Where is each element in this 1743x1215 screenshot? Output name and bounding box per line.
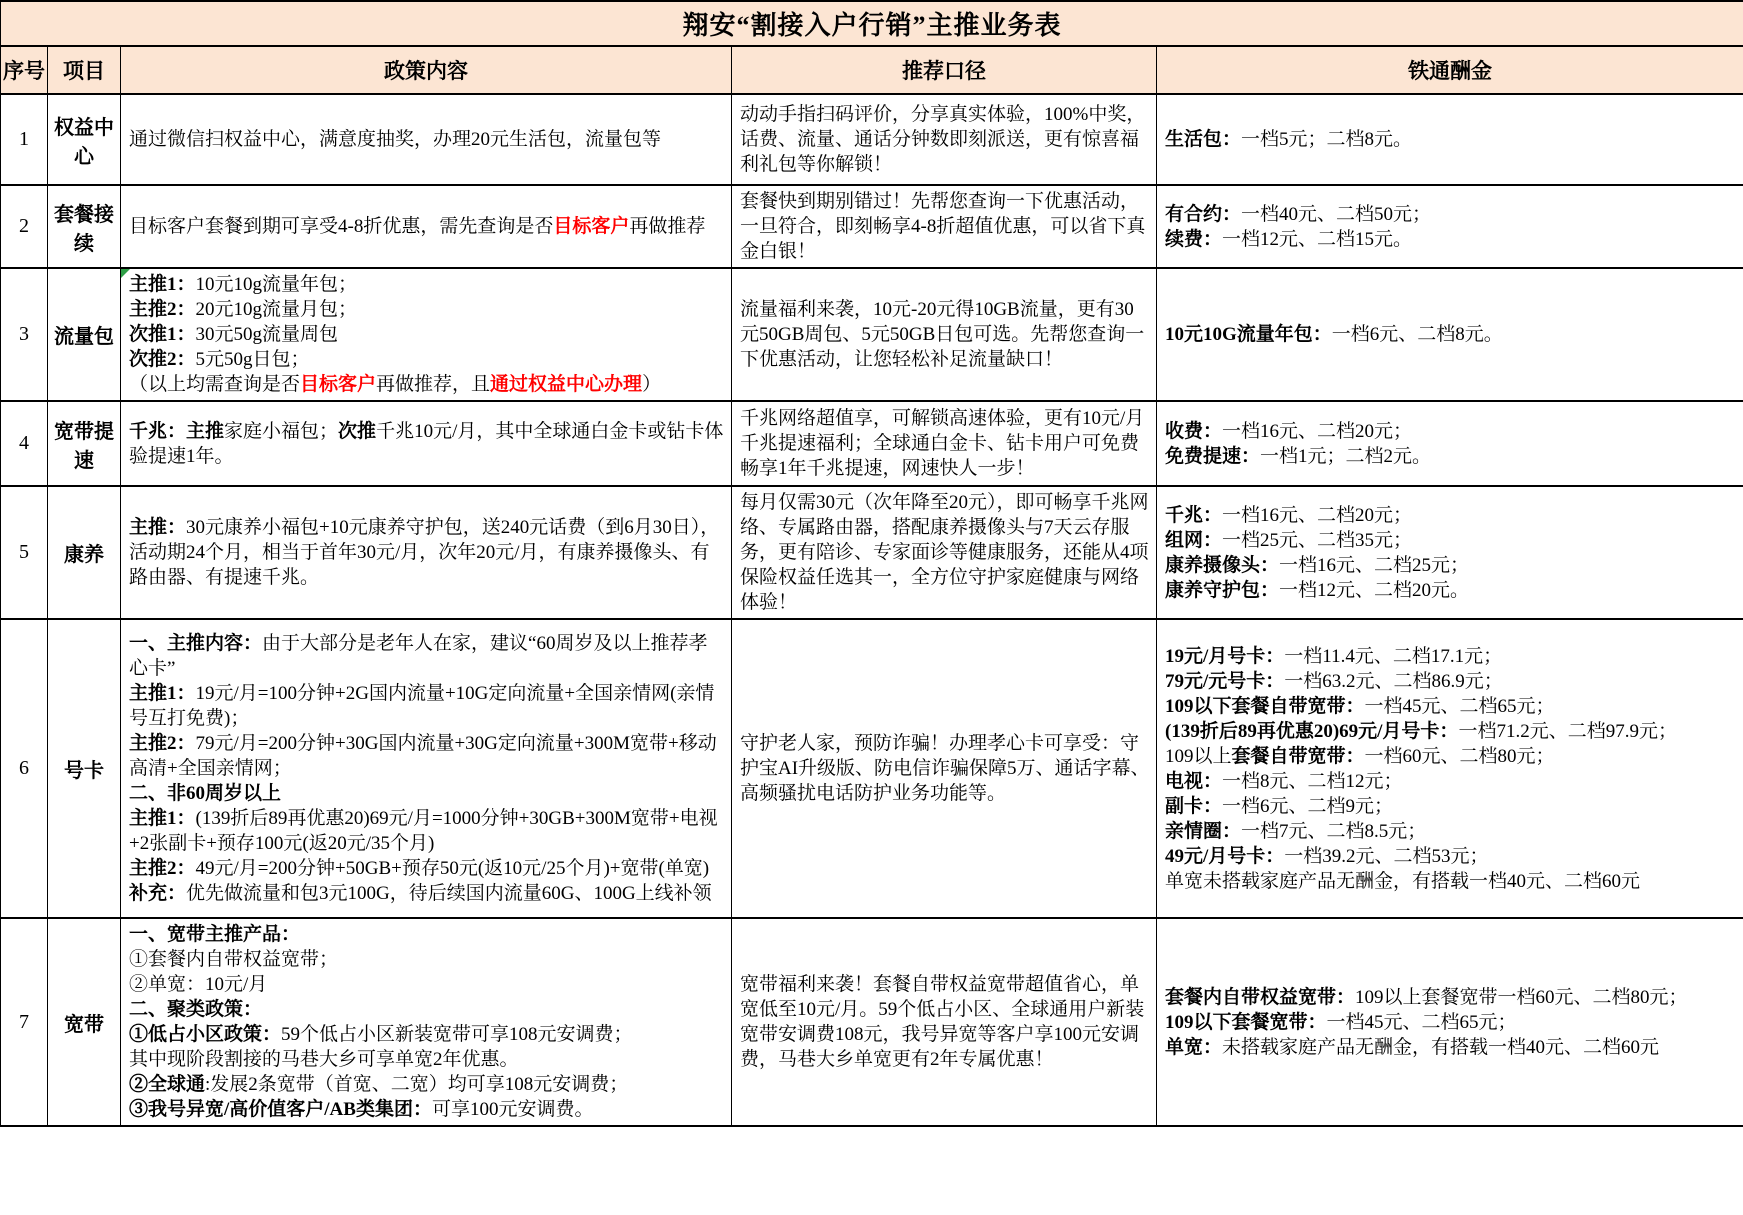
reward-cell — [1157, 185, 1743, 268]
text-line: 康养摄像头：一档16元、二档25元； — [1165, 554, 1470, 576]
reward-cell — [1157, 619, 1743, 918]
text-line: 亲情圈：一档7元、二档8.5元； — [1165, 820, 1427, 842]
text-line: 49元/月号卡：一档39.2元、二档53元； — [1165, 845, 1489, 867]
text-line: 千兆：主推家庭小福包；次推千兆10元/月，其中全球通白金卡或钻卡体验提速1年。 — [129, 420, 724, 467]
row-number-cell: 6 — [1, 619, 48, 918]
text-line: 主推1：10元10g流量年包； — [129, 274, 358, 295]
text-line: 有合约：一档40元、二档50元； — [1165, 203, 1432, 225]
table-row — [1, 918, 1743, 1126]
project-cell: 康养 — [48, 486, 121, 619]
row-number-cell: 2 — [1, 185, 48, 268]
pitch-cell — [732, 268, 1157, 401]
project-cell: 流量包 — [48, 268, 121, 401]
pitch-cell — [732, 94, 1157, 185]
column-header-1: 项目 — [48, 46, 121, 94]
title-row — [1, 1, 1743, 46]
text-line: 79元/元号卡：一档63.2元、二档86.9元； — [1165, 670, 1503, 692]
text-line: 千兆网络超值享，可解锁高速体验，更有10元/月千兆提速福利；全球通白金卡、钻卡用户可免费畅享1年千兆提速，网速快人一步！ — [740, 408, 1145, 479]
policy-cell — [121, 185, 732, 268]
column-header-0: 序号 — [1, 46, 48, 94]
reward-cell — [1157, 94, 1743, 185]
text-line: 一、主推内容：由于大部分是老年人在家，建议“60周岁及以上推荐孝心卡” — [129, 633, 708, 679]
text-line: ②单宽：10元/月 — [129, 974, 268, 995]
text-line: 一、宽带主推产品： — [129, 924, 301, 945]
policy-cell — [121, 619, 732, 918]
text-line: 套餐快到期别错过！先帮您查询一下优惠活动，一旦符合，即刻畅享4-8折超值优惠，可以省下真金白银！ — [740, 191, 1146, 262]
text-line: 流量福利来袭，10元-20元得10GB流量，更有30元50GB周包、5元50GB日包可选。先帮您查询一下优惠活动，让您轻松补足流量缺口！ — [740, 299, 1145, 370]
pitch-cell — [732, 401, 1157, 486]
text-line: 109以上套餐自带宽带：一档60元、二档80元； — [1165, 745, 1555, 767]
text-line: (139折后89再优惠20)69元/月号卡：一档71.2元、二档97.9元； — [1165, 720, 1677, 742]
text-line: 电视：一档8元、二档12元； — [1165, 770, 1403, 792]
column-header-3: 推荐口径 — [732, 46, 1157, 94]
text-line: 主推2：79元/月=200分钟+30G国内流量+30G定向流量+300M宽带+移动高清+全国亲情网； — [129, 733, 717, 779]
project-cell: 套餐接续 — [48, 185, 121, 268]
text-line: 康养守护包：一档12元、二档20元。 — [1165, 579, 1470, 601]
text-line: ②全球通:发展2条宽带（首宽、二宽）均可享108元安调费； — [129, 1074, 629, 1095]
table-row — [1, 185, 1743, 268]
row-number-cell: 4 — [1, 401, 48, 486]
column-header-2: 政策内容 — [121, 46, 732, 94]
header-row — [1, 46, 1743, 94]
text-line: 其中现阶段割接的马巷大乡可享单宽2年优惠。 — [129, 1049, 519, 1070]
text-line: 109以下套餐宽带：一档45元、二档65元； — [1165, 1011, 1517, 1033]
text-line: 19元/月号卡：一档11.4元、二档17.1元； — [1165, 645, 1503, 667]
project-cell: 权益中心 — [48, 94, 121, 185]
text-line: 宽带福利来袭！套餐自带权益宽带超值省心，单宽低至10元/月。59个低占小区、全球通用户新装宽带安调费108元，我号异宽等客户享100元安调费，马巷大乡单宽更有2年专属优惠！ — [740, 974, 1145, 1070]
comment-marker-icon — [121, 269, 130, 278]
text-line: 每月仅需30元（次年降至20元），即可畅享千兆网络、专属路由器，搭配康养摄像头与7天云存服务，更有陪诊、专家面诊等健康服务，还能从4项保险权益任选其一，全方位守护家庭健康与网络体验！ — [740, 492, 1149, 613]
project-cell: 宽带提速 — [48, 401, 121, 486]
pitch-cell — [732, 185, 1157, 268]
column-header-4: 铁通酬金 — [1157, 46, 1743, 94]
text-line: 守护老人家，预防诈骗！办理孝心卡可享受：守护宝AI升级版、防电信诈骗保障5万、通话字幕、高频骚扰电话防护业务功能等。 — [740, 733, 1150, 804]
policy-cell — [121, 401, 732, 486]
text-line: 主推2：49元/月=200分钟+50GB+预存50元(返10元/25个月)+宽带(单宽) — [129, 858, 710, 879]
text-line: 主推1：(139折后89再优惠20)69元/月=1000分钟+30GB+300M宽带+电视+2张副卡+预存100元(返20元/35个月) — [129, 808, 718, 854]
pitch-cell — [732, 619, 1157, 918]
reward-cell — [1157, 268, 1743, 401]
row-number-cell: 5 — [1, 486, 48, 619]
text-line: 续费：一档12元、二档15元。 — [1165, 228, 1413, 250]
text-line: 副卡：一档6元、二档9元； — [1165, 795, 1394, 817]
text-line: 单宽未搭载家庭产品无酬金，有搭载一档40元、二档60元 — [1165, 870, 1641, 892]
policy-cell — [121, 94, 732, 185]
text-line: 千兆：一档16元、二档20元； — [1165, 504, 1413, 526]
table-row — [1, 401, 1743, 486]
text-line: 主推2：20元10g流量月包； — [129, 299, 358, 320]
table-row — [1, 94, 1743, 185]
row-number-cell: 7 — [1, 918, 48, 1126]
text-line: 目标客户套餐到期可享受4-8折优惠，需先查询是否目标客户再做推荐 — [129, 216, 706, 237]
page-title: 翔安“割接入户行销”主推业务表 — [1, 1, 1743, 46]
row-number-cell: 3 — [1, 268, 48, 401]
text-line: 动动手指扫码评价，分享真实体验，100%中奖，话费、流量、通话分钟数即刻派送，更有惊喜福利礼包等你解锁！ — [740, 104, 1146, 175]
text-line: 109以下套餐自带宽带：一档45元、二档65元； — [1165, 695, 1555, 717]
text-line: 主推1：19元/月=100分钟+2G国内流量+10G定向流量+全国亲情网(亲情号互打免费)； — [129, 683, 715, 729]
text-line: 二、非60周岁以上 — [129, 783, 282, 804]
table-row — [1, 619, 1743, 918]
project-cell: 号卡 — [48, 619, 121, 918]
text-line: 补充：优先做流量和包3元100G，待后续国内流量60G、100G上线补领 — [129, 883, 712, 904]
policy-cell — [121, 918, 732, 1126]
pitch-cell — [732, 486, 1157, 619]
text-line: ①套餐内自带权益宽带； — [129, 949, 339, 970]
reward-cell — [1157, 918, 1743, 1126]
text-line: 10元10G流量年包：一档6元、二档8元。 — [1165, 324, 1503, 345]
text-line: 主推：30元康养小福包+10元康养守护包，送240元话费（到6月30日），活动期24个月，相当于首年30元/月，次年20元/月，有康养摄像头、有路由器、有提速千兆。 — [129, 517, 720, 588]
text-line: ①低占小区政策：59个低占小区新装宽带可享108元安调费； — [129, 1024, 633, 1045]
text-line: 次推2：5元50g日包； — [129, 349, 310, 370]
text-line: 组网：一档25元、二档35元； — [1165, 529, 1413, 551]
table-row — [1, 268, 1743, 401]
policy-cell — [121, 486, 732, 619]
text-line: 免费提速：一档1元；二档2元。 — [1165, 445, 1432, 467]
reward-cell — [1157, 401, 1743, 486]
text-line: （以上均需查询是否目标客户再做推荐，且通过权益中心办理） — [129, 374, 662, 395]
text-line: 收费：一档16元、二档20元； — [1165, 420, 1413, 442]
text-line: 通过微信扫权益中心，满意度抽奖，办理20元生活包，流量包等 — [129, 129, 662, 150]
pitch-cell — [732, 918, 1157, 1126]
text-line: ③我号异宽/高价值客户/AB类集团：可享100元安调费。 — [129, 1099, 594, 1120]
text-line: 套餐内自带权益宽带：109以上套餐宽带一档60元、二档80元； — [1165, 986, 1688, 1008]
text-line: 二、聚类政策： — [129, 999, 263, 1020]
table-row — [1, 486, 1743, 619]
text-line: 单宽：未搭载家庭产品无酬金，有搭载一档40元、二档60元 — [1165, 1036, 1660, 1058]
project-cell: 宽带 — [48, 918, 121, 1126]
policy-cell — [121, 268, 732, 401]
text-line: 次推1：30元50g流量周包 — [129, 324, 339, 345]
reward-cell — [1157, 486, 1743, 619]
row-number-cell: 1 — [1, 94, 48, 185]
text-line: 生活包：一档5元；二档8元。 — [1165, 129, 1413, 150]
